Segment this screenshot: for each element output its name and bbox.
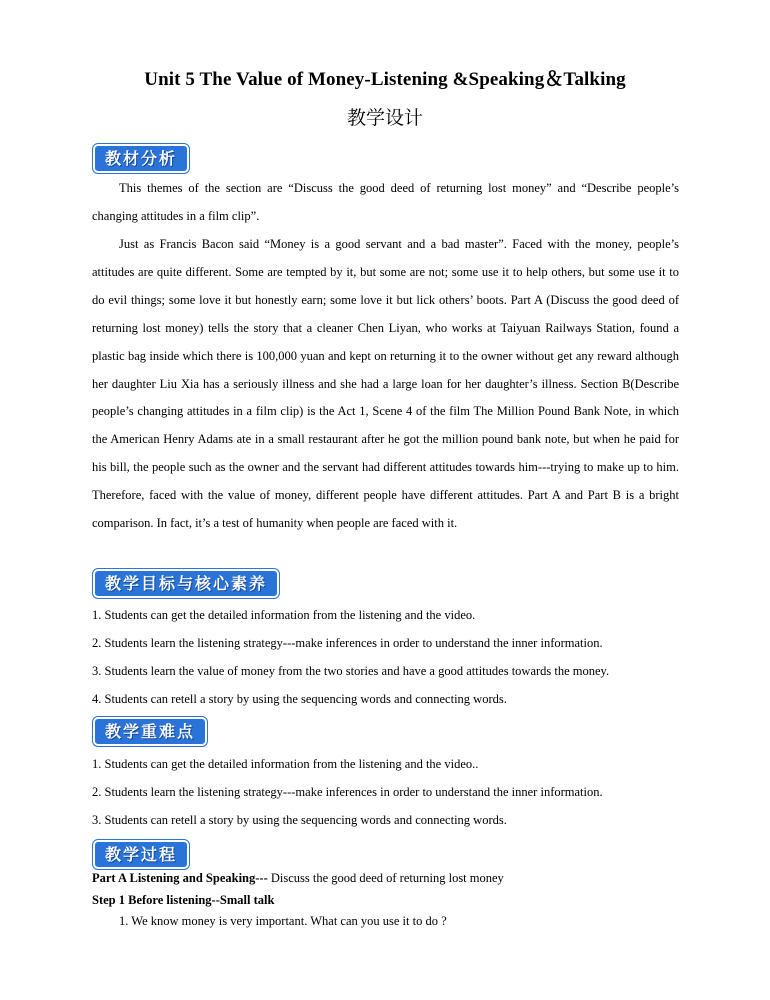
part-a-text: Discuss the good deed of returning lost money [267,871,504,885]
key-point-item: 1. Students can get the detailed information from the listening and the video.. [92,757,479,771]
document-subtitle: 教学设计 [346,108,423,129]
process-heading-banner: 教学过程 [93,840,189,869]
key-point-item: 3. Students can retell a story by using the sequencing words and connecting words. [92,813,507,827]
part-a-line [92,871,504,886]
objective-item: 4. Students can retell a story by using the sequencing words and connecting words. [92,692,507,706]
key-point-item: 2. Students learn the listening strategy---make inferences in order to understand the inner information. [92,785,603,799]
analysis-heading-banner: 教材分析 [93,144,189,173]
key-points-heading-banner: 教学重难点 [93,717,207,746]
question-1: 1. We know money is very important. What can you use it to do ? [119,914,447,928]
objective-item: 3. Students learn the value of money from the two stories and have a good attitudes towards the money. [92,664,610,678]
analysis-paragraph-2: Just as Francis Bacon said “Money is a good servant and a bad master”. Faced with the money, people’s attitudes are quite different. Some are tempted by it, but some are not; some use it to help others, but some use it to do evil things; some love it but honestly earn; some love it but lick others’ boots. Part A (Discuss the good deed of returning lost money) tells the story that a cleaner Chen Liyan, who works at Taiyuan Railways Station, found a plastic bag inside which there is 100,000 yuan and kept on returning it to the owner without get any reward although her daughter Liu Xia has a seriously illness and she had a large loan for her daughter’s illness. Section B(Describe people’s changing attitudes in a film clip) is the Act 1, Scene 4 of the film The Million Pound Bank Note, in which the American Henry Adams ate in a small restaurant after he got the million pound bank note, but when he paid for his bill, the people such as the owner and the servant had different attitudes towards him---trying to make up to him. Therefore, faced with the value of money, different people have different attitudes. Part A and Part B is a bright comparison. In fact, it’s a test of humanity when people are faced with it. [92,237,679,531]
objective-item: 1. Students can get the detailed information from the listening and the video. [92,608,476,622]
step-1-heading: Step 1 Before listening--Small talk [92,893,275,907]
objective-item: 2. Students learn the listening strategy---make inferences in order to understand the inner information. [92,636,603,650]
document-title: Unit 5 The Value of Money-Listening &Speaking＆Talking [144,69,626,90]
part-a-label: Part A Listening and Speaking--- [92,871,268,885]
objectives-heading-banner: 教学目标与核心素养 [93,569,279,598]
analysis-paragraph-1: This themes of the section are “Discuss the good deed of returning lost money” and “Describe people’s changing attitudes in a film clip”. [92,181,679,223]
